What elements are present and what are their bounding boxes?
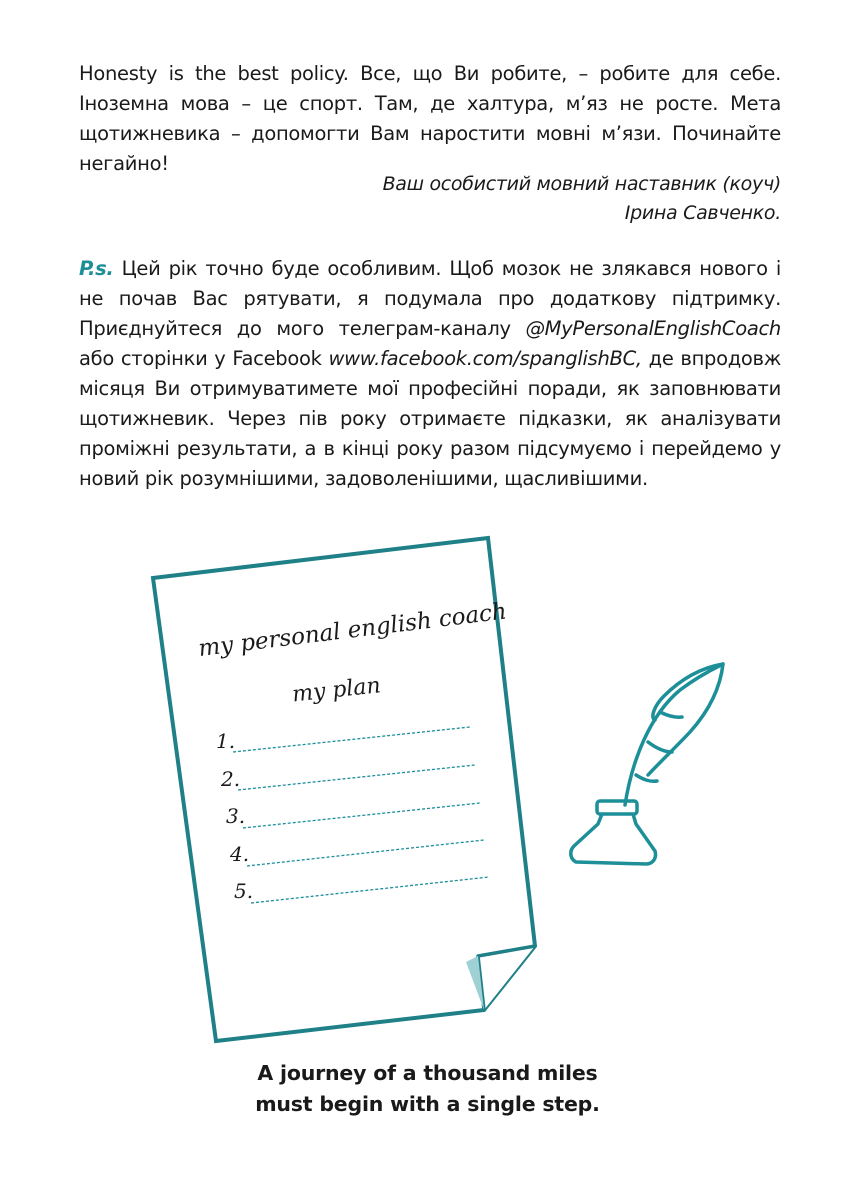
plan-item-number: 4.	[230, 842, 250, 866]
plan-item-number: 1.	[216, 729, 236, 753]
intro-paragraph: Honesty is the best policy. Все, що Ви робите, – робите для себе. Іноземна мова – це спорт. Там, де халтура, м’яз не росте. Мета щотижневика – допомогти Вам наростити мовні м’язи. Починайте негайно!	[79, 62, 781, 175]
telegram-channel: @MyPersonalEnglishCoach	[525, 317, 781, 340]
ps-text-3: де впродовж місяця Ви отримуватимете мої професійні поради, як заповнювати щотижневик. Через пів року отримаєте підказки, як аналізувати проміжні результати, а в кінці року разом підсумуємо і перейдемо у новий рік розумнішими, задоволенішими, щасливішими.	[79, 347, 781, 490]
ps-label: P.s.	[79, 257, 114, 280]
plan-item-number: 3.	[226, 804, 246, 828]
plan-item-number: 5.	[234, 879, 254, 903]
ps-text-1: Цей рік точно буде особливим. Щоб мозок не злякався нового і не почав Вас рятувати, я подумала про додаткову підтримку. Приєднуйтеся до мого телеграм-каналу	[79, 257, 781, 340]
note-subtitle: my plan	[290, 673, 382, 708]
signature-name: Ірина Савченко.	[624, 202, 781, 224]
quote-line-1: A journey of a thousand miles	[257, 1061, 598, 1085]
quill-pen-icon	[625, 664, 723, 805]
quote-line-2: must begin with a single step.	[255, 1092, 600, 1116]
inkwell-icon	[571, 801, 656, 864]
closing-quote	[180, 1058, 675, 1120]
signature-role: Ваш особистий мовний наставник (коуч)	[382, 173, 781, 195]
ps-text-2: або сторінки у Facebook	[79, 347, 329, 370]
plan-item-number: 2.	[221, 767, 241, 791]
facebook-link: www.facebook.com/spanglishBC,	[328, 347, 642, 370]
note-title: my personal english coach	[196, 598, 509, 663]
